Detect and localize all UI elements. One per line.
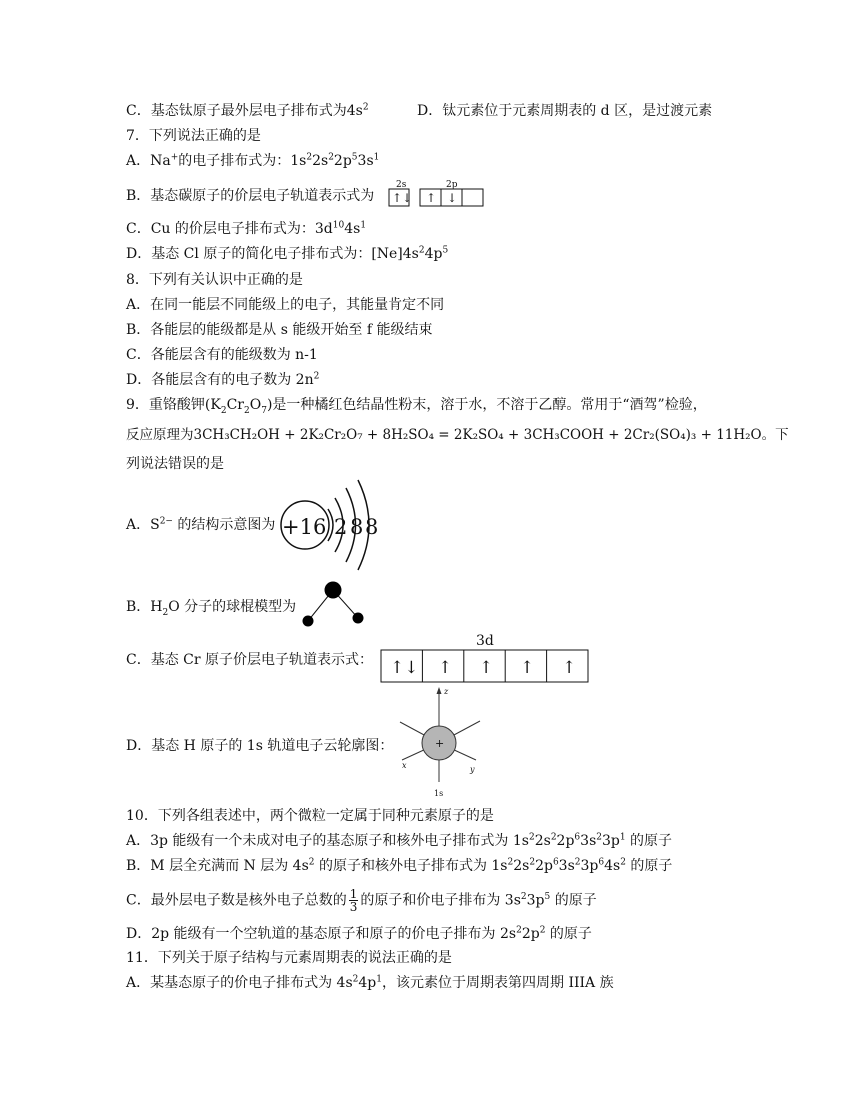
chromium-3d-orbital-diagram (380, 632, 592, 686)
q8-option-a: A．在同一能层不同能级上的电子，其能量肯定不同 (126, 297, 445, 313)
q9-option-d: D．基态 H 原子的 1s 轨道电子云轮廓图： (126, 738, 394, 754)
q10-option-d: D．2p 能级有一个空轨道的基态原子和原子的价电子排布为 $2s^22p^2$ 的原子 (126, 925, 592, 942)
water-ball-stick-model (296, 578, 376, 630)
shell-2-electrons: 8 (350, 515, 364, 539)
axis-x-label: x (402, 761, 407, 770)
q8-stem: 8．下列有关认识中正确的是 (126, 272, 303, 288)
q6-option-c: C．基态钛原子最外层电子排布式为$4s^2$ (126, 102, 369, 119)
q10-option-c: C．最外层电子数是核外电子总数的 $\frac{1}{3}$ 的原子和价电子排布为 $3s^23p^5$ 的原子 (126, 887, 597, 914)
q9-stem-line3: 列说法错误的是 (126, 456, 224, 472)
plus-sign: + (435, 737, 445, 750)
q7-option-d: D．基态 Cl 原子的简化电子排布式为：$[Ne]4s^24p^5$ (126, 245, 449, 262)
q6-option-d: D．钛元素位于元素周期表的 d 区，是过渡元素 (417, 103, 713, 119)
q9-stem-line2: 反应原理为3CH₃CH₂OH + 2K₂Cr₂O₇ + 8H₂SO₄ = 2K₂SO₄ + 3CH₃COOH + 2Cr₂(SO₄)₃ + 11H₂O。下 (126, 427, 789, 443)
q10-option-a: A．3p 能级有一个未成对电子的基态原子和核外电子排布式为 $1s^22s^22p^63s^23p^1$ 的原子 (126, 832, 673, 849)
q8-option-d: D．各能层含有的电子数为 $2n^2$ (126, 371, 320, 388)
box-3d-4: ↑ (520, 658, 535, 678)
sulfide-ion-structure-diagram (278, 478, 388, 573)
box-3d-3: ↑ (479, 658, 494, 678)
axis-y-label: y (470, 765, 475, 774)
q9-option-b: B．$H_2O$ 分子的球棍模型为 (126, 599, 297, 618)
orbital-label-1s: 1s (434, 789, 444, 798)
q8-option-c: C．各能层含有的能级数为 n-1 (126, 347, 318, 363)
nucleus-charge: +16 (282, 515, 327, 539)
box-2p-1: ↑ (426, 191, 437, 205)
q7-option-b: B．基态碳原子的价层电子轨道表示式为 (126, 188, 375, 204)
fraction-one-third: $\frac{1}{3}$ (349, 887, 358, 914)
box-3d-5: ↑ (562, 658, 577, 678)
hydrogen-1s-electron-cloud (386, 684, 496, 800)
label-2p: 2p (446, 180, 458, 190)
carbon-orbital-diagram (388, 178, 488, 210)
box-2p-2: ↓ (447, 191, 458, 205)
q10-option-b: B．M 层全充满而 N 层为 $4s^2$ 的原子和核外电子排布式为 $1s^22s^22p^63s^23p^64s^2$ 的原子 (126, 857, 673, 874)
shell-1-electrons: 2 (334, 515, 348, 539)
box-3d-2: ↑ (438, 658, 453, 678)
label-2s: 2s (396, 180, 407, 190)
q7-option-c: C．Cu 的价层电子排布式为：$3d^{10}4s^1$ (126, 220, 367, 237)
q8-option-b: B．各能层的能级都是从 s 能级开始至 f 能级结束 (126, 322, 433, 338)
shell-3-electrons: 8 (365, 515, 379, 539)
q7-option-a: A．Na+的电子排布式为：$1s^22s^22p^53s^1$ (126, 152, 380, 169)
box-2s-arrows: ↑↓ (392, 191, 413, 205)
q10-stem: 10．下列各组表述中，两个微粒一定属于同种元素原子的是 (126, 808, 494, 824)
q7-stem: 7．下列说法正确的是 (126, 128, 261, 144)
q11-stem: 11．下列关于原子结构与元素周期表的说法正确的是 (126, 950, 452, 966)
label-3d: 3d (476, 633, 494, 649)
box-3d-1: ↑↓ (390, 658, 419, 678)
q9-option-a: A．$S^{2-}$ 的结构示意图为 (126, 516, 276, 533)
q9-stem-line1: 9．重铬酸钾$(K_2Cr_2O_7)$是一种橘红色结晶性粉末，溶于水，不溶于乙醇。常用于“酒驾”检验， (126, 397, 707, 416)
axis-z-label: z (444, 687, 449, 696)
q9-option-c: C．基态 Cr 原子价层电子轨道表示式： (126, 652, 374, 668)
q11-option-a: A．某基态原子的价电子排布式为 $4s^24p^1$，该元素位于周期表第四周期 IIIA 族 (126, 974, 614, 991)
reaction-equation: 3CH₃CH₂OH + 2K₂Cr₂O₇ + 8H₂SO₄ = 2K₂SO₄ + 3CH₃COOH + 2Cr₂(SO₄)₃ + 11H₂O (193, 427, 762, 443)
